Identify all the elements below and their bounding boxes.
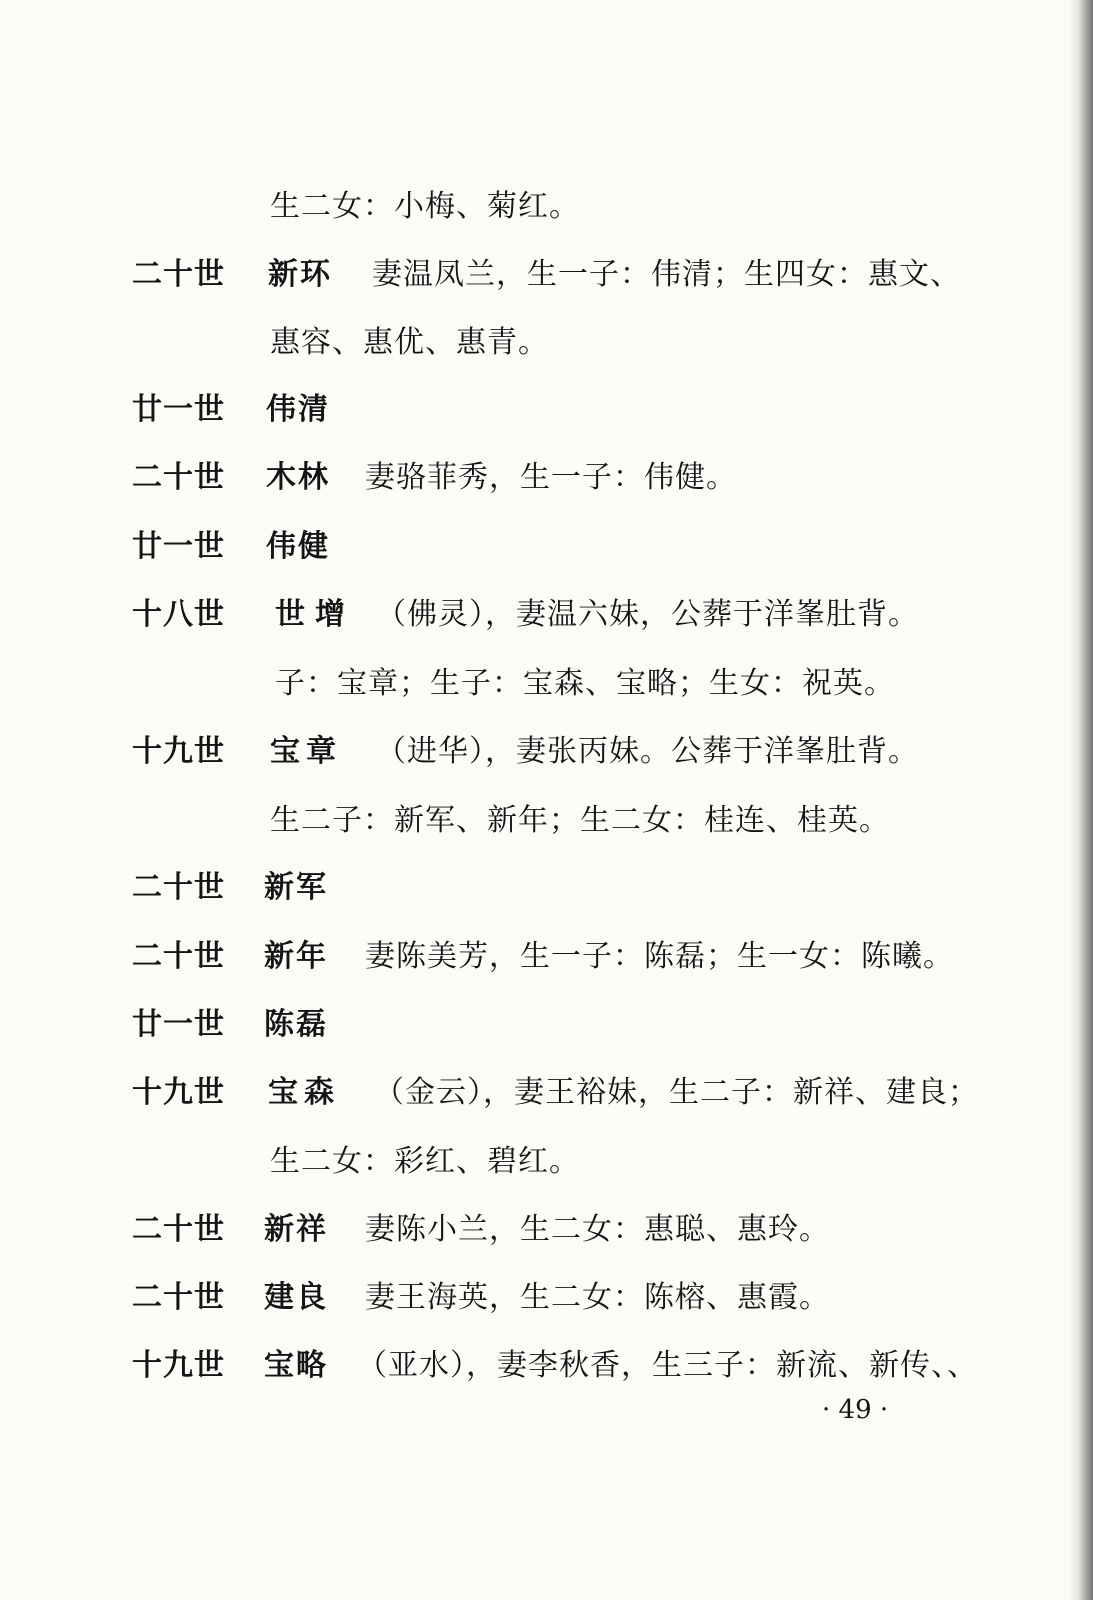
person-name: 伟健 — [266, 529, 330, 564]
person-name: 伟清 — [266, 392, 330, 427]
entry-text: （进华），妻张丙妹。公葬于洋峯肚背。 — [376, 734, 919, 769]
person-name: 新年 — [264, 939, 328, 974]
page-number: · 49 · — [822, 1395, 889, 1425]
person-name: 宝略 — [264, 1348, 328, 1383]
person-name: 宝章 — [270, 734, 342, 769]
person-name: 新环 — [268, 257, 332, 292]
entry-line — [0, 999, 1093, 1051]
generation-label: 二十世 — [132, 1212, 225, 1247]
person-name: 世增 — [275, 597, 355, 632]
entry-continuation-text: 生二女：小梅、菊红。 — [270, 189, 580, 224]
generation-label: 二十世 — [132, 460, 225, 495]
entry-continuation-text: 生二子：新军、新年；生二女：桂连、桂英。 — [270, 803, 890, 838]
page-edge-shadow — [1069, 0, 1093, 1600]
entry-continuation-text: 惠容、惠优、惠青。 — [270, 325, 549, 360]
generation-label: 二十世 — [132, 939, 225, 974]
person-name: 陈磊 — [264, 1007, 328, 1042]
generation-label: 二十世 — [132, 1280, 225, 1315]
entry-continuation-text: 子：宝章；生子：宝森、宝略；生女：祝英。 — [275, 666, 895, 701]
generation-label: 二十世 — [132, 870, 225, 905]
entry-line — [0, 931, 1093, 983]
entry-line — [0, 1204, 1093, 1256]
entry-line — [0, 1272, 1093, 1324]
entry-text: （金云），妻王裕妹，生二子：新祥、建良； — [374, 1075, 979, 1110]
entry-line — [0, 249, 1093, 301]
entry-text: （佛灵），妻温六妹，公葬于洋峯肚背。 — [376, 597, 919, 632]
person-name: 新军 — [264, 870, 328, 905]
entry-line — [0, 521, 1093, 573]
person-name: 新祥 — [264, 1212, 328, 1247]
person-name: 宝森 — [268, 1075, 340, 1110]
entry-line-continuation — [0, 795, 1093, 847]
entry-line-continuation — [0, 658, 1093, 710]
entry-line — [0, 384, 1093, 436]
entry-continuation-text: 生二女：彩红、碧红。 — [270, 1144, 580, 1179]
entry-line — [0, 726, 1093, 778]
generation-label: 廿一世 — [132, 529, 225, 564]
generation-label: 十九世 — [132, 1075, 225, 1110]
person-name: 木林 — [266, 460, 330, 495]
generation-label: 廿一世 — [132, 1007, 225, 1042]
generation-label: 十九世 — [132, 1348, 225, 1383]
entry-line — [0, 862, 1093, 914]
entry-line — [0, 452, 1093, 504]
entry-line — [0, 1340, 1093, 1392]
entry-text: 妻陈小兰，生二女：惠聪、惠玲。 — [365, 1212, 830, 1247]
generation-label: 十九世 — [132, 734, 225, 769]
generation-label: 二十世 — [132, 257, 225, 292]
entry-text: （亚水），妻李秋香，生三子：新流、新传、、 — [357, 1348, 978, 1383]
person-name: 建良 — [264, 1280, 328, 1315]
generation-label: 十八世 — [132, 597, 225, 632]
entry-line — [0, 589, 1093, 641]
entry-text: 妻陈美芳，生一子：陈磊；生一女：陈曦。 — [365, 939, 954, 974]
generation-label: 廿一世 — [132, 392, 225, 427]
entry-text: 妻温凤兰，生一子：伟清；生四女：惠文、 — [372, 257, 961, 292]
entry-line-continuation — [0, 317, 1093, 369]
entry-line — [0, 1067, 1093, 1119]
entry-text: 妻骆菲秀，生一子：伟健。 — [365, 460, 737, 495]
entry-line-continuation — [0, 1136, 1093, 1188]
entry-line-continuation — [0, 181, 1093, 233]
entry-text: 妻王海英，生二女：陈榕、惠霞。 — [365, 1280, 830, 1315]
